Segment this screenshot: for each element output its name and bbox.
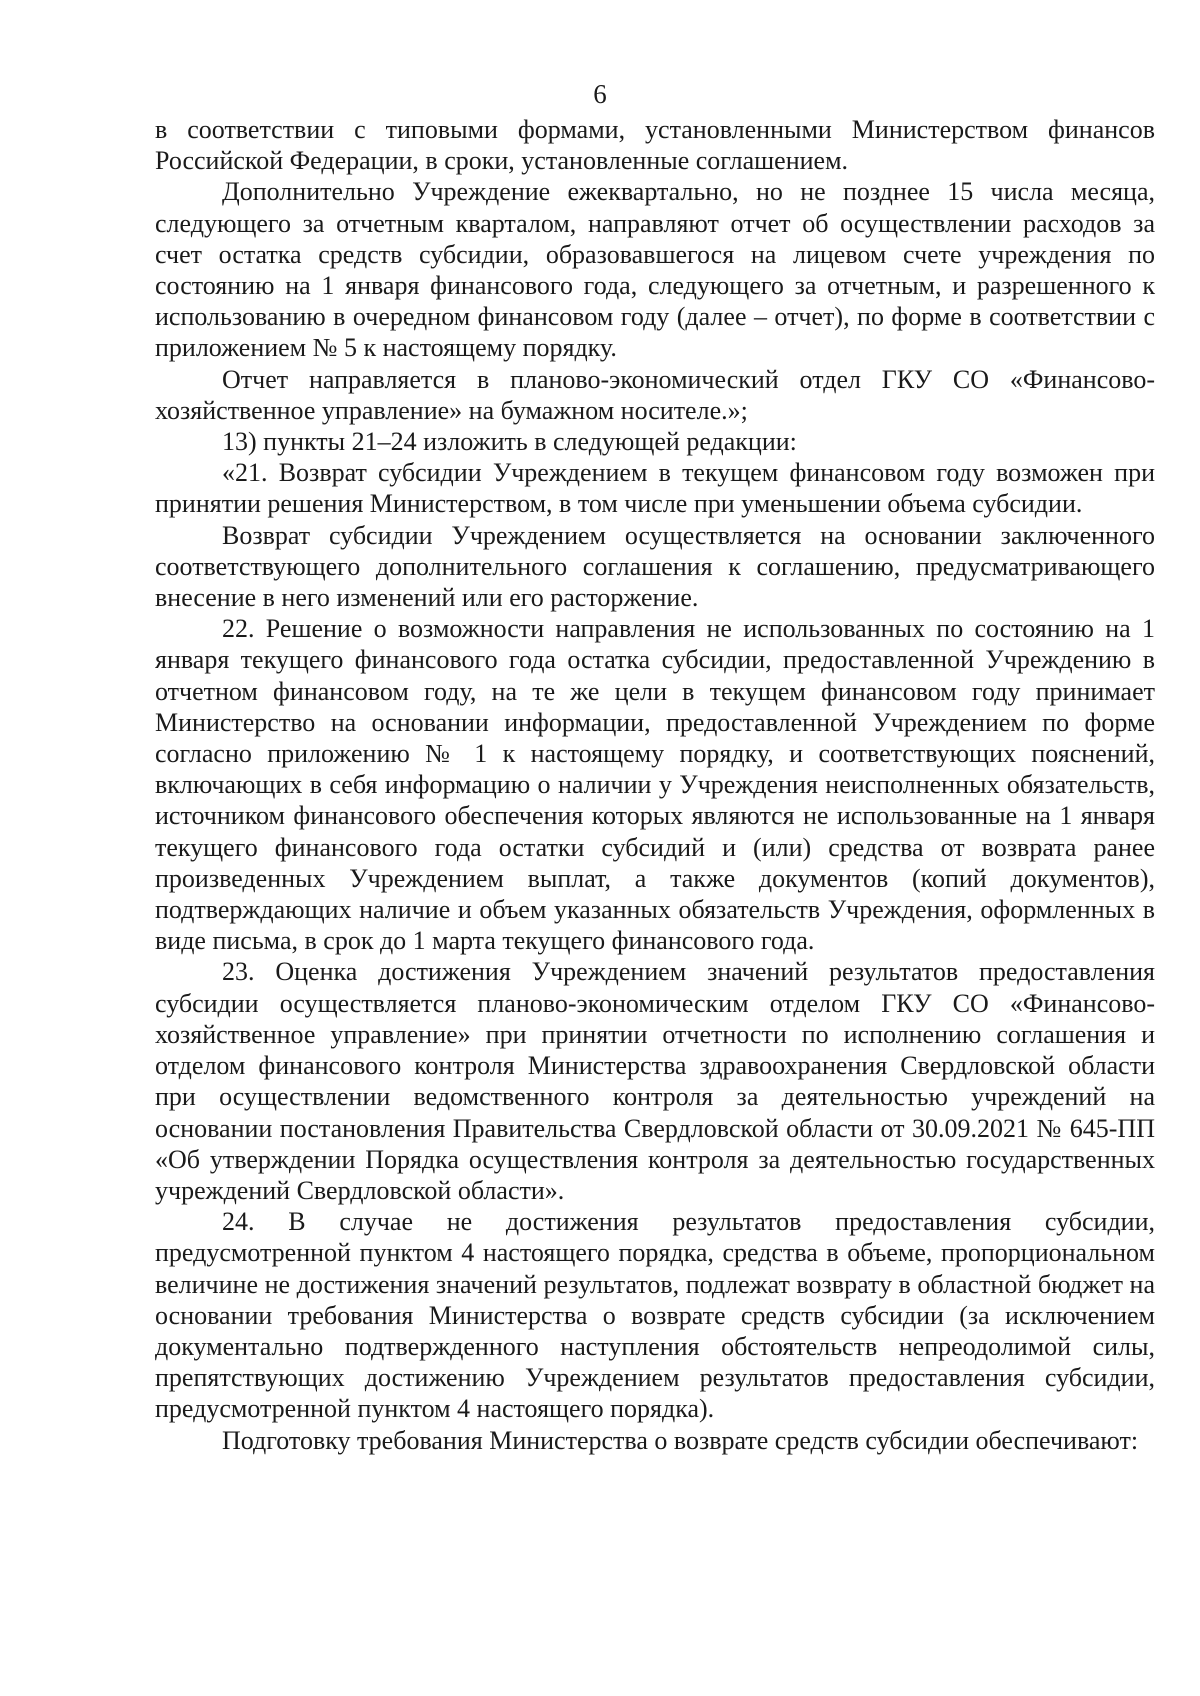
document-body — [155, 114, 1155, 1456]
paragraph-clause-22: 22. Решение о возможности направления не использованных по состоянию на 1 января текущего финансового года остатка субсидии, предоставленной Учреждению в отчетном финансовом году, на те же цели в текущем финансовом году принимает Министерство на основании информации, предоставленной Учреждением по форме согласно приложению № 1 к настоящему порядку, и соответствующих пояснений, включающих в себя информацию о наличии у Учреждения неисполненных обязательств, источником финансового обеспечения которых являются не использованные на 1 января текущего финансового года остатки субсидий и (или) средства от возврата ранее произведенных Учреждением выплат, а также документов (копий документов), подтверждающих наличие и объем указанных обязательств Учреждения, оформленных в виде письма, в срок до 1 марта текущего финансового года. — [155, 614, 1155, 956]
paragraph-continuation: в соответствии с типовыми формами, установленными Министерством финансов Российской Федерации, в сроки, установленные соглашением. — [155, 115, 1155, 176]
paragraph-clause-21: «21. Возврат субсидии Учреждением в текущем финансовом году возможен при принятии решения Министерством, в том числе при уменьшении объема субсидии. — [155, 458, 1155, 519]
paragraph-quarterly-report: Дополнительно Учреждение ежеквартально, но не позднее 15 числа месяца, следующего за отчетным кварталом, направляют отчет об осуществлении расходов за счет остатка средств субсидии, образовавшегося на лицевом счете учреждения по состоянию на 1 января финансового года, следующего за отчетным, и разрешенного к использованию в очередном финансовом году (далее – отчет), по форме в соответствии с приложением № 5 к настоящему порядку. — [155, 177, 1155, 363]
paragraph-clause-24: 24. В случае не достижения результатов предоставления субсидии, предусмотренной пунктом 4 настоящего порядка, средства в объеме, пропорциональном величине не достижения значений результатов, подлежат возврату в областной бюджет на основании требования Министерства о возврате средств субсидии (за исключением документально подтвержденного наступления обстоятельств непреодолимой силы, препятствующих достижению Учреждением результатов предоставления субсидии, предусмотренной пунктом 4 настоящего порядка). — [155, 1207, 1155, 1424]
paragraph-report-submission: Отчет направляется в планово-экономический отдел ГКУ СО «Финансово-хозяйственное управление» на бумажном носителе.»; — [155, 364, 1155, 425]
paragraph-clause-24-preparation: Подготовку требования Министерства о возврате средств субсидии обеспечивают: — [222, 1425, 1139, 1455]
paragraph-clause-23: 23. Оценка достижения Учреждением значений результатов предоставления субсидии осуществляется планово-экономическим отделом ГКУ СО «Финансово-хозяйственное управление» при принятии отчетности по исполнению соглашения и отделом финансового контроля Министерства здравоохранения Свердловской области при осуществлении ведомственного контроля за деятельностью учреждений на основании постановления Правительства Свердловской области от 30.09.2021 № 645-ПП «Об утверждении Порядка осуществления контроля за деятельностью государственных учреждений Свердловской области». — [155, 957, 1155, 1205]
page-number: 6 — [593, 79, 607, 109]
paragraph-clause-21-return: Возврат субсидии Учреждением осуществляется на основании заключенного соответствующего дополнительного соглашения к соглашению, предусматривающего внесение в него изменений или его расторжение. — [155, 520, 1155, 613]
paragraph-item-13: 13) пункты 21–24 изложить в следующей редакции: — [222, 427, 797, 457]
